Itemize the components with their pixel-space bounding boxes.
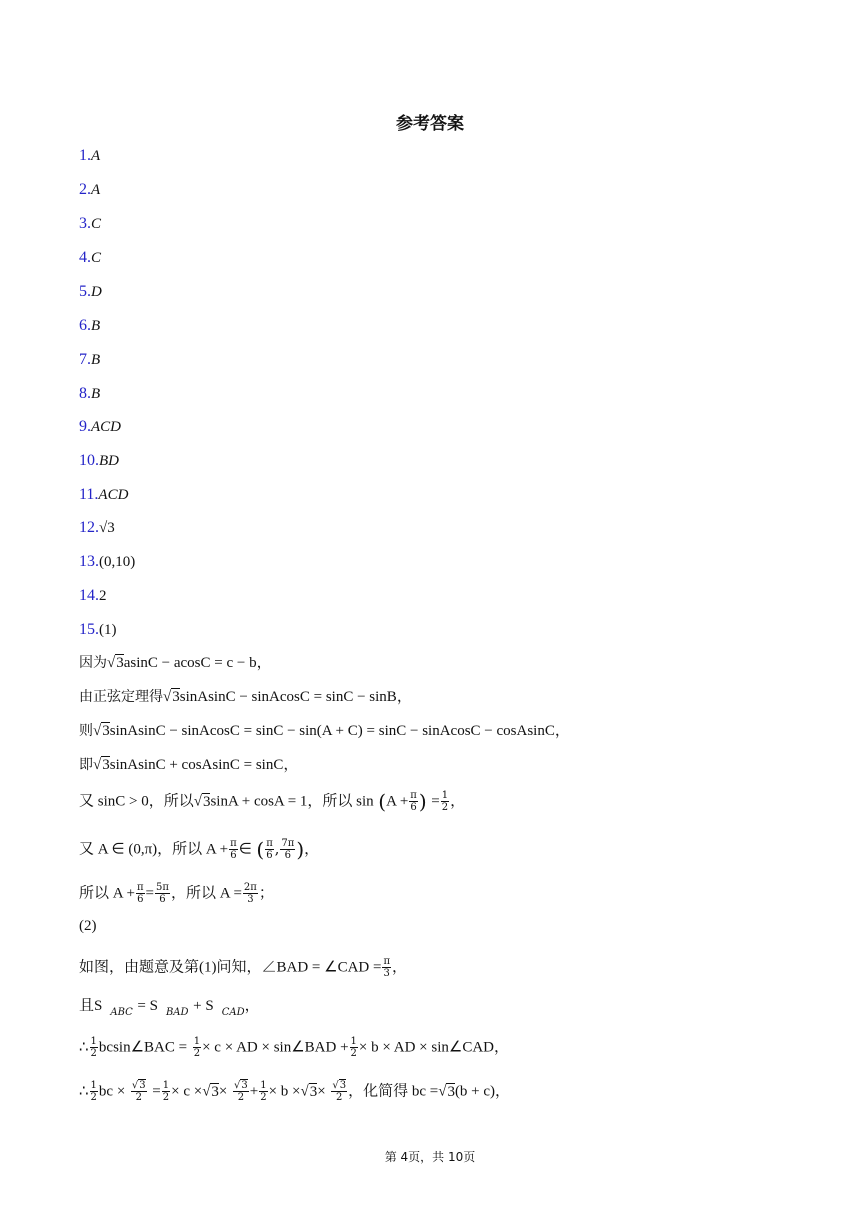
equals-sign: = (431, 793, 440, 810)
numerator (131, 1080, 147, 1092)
solution-text: 即 (79, 757, 93, 773)
answer-7 (79, 350, 100, 370)
solution-text: 由正弦定理得 (79, 689, 163, 705)
solution-line-3 (79, 721, 570, 741)
solution-formula: × (317, 1083, 326, 1100)
sqrt-radicand: 3 (447, 1083, 455, 1100)
sqrt-expression (202, 1083, 219, 1100)
solution-text: 则 (79, 723, 93, 739)
answer-number: 3. (79, 215, 91, 232)
part-label: (2) (79, 918, 97, 934)
answer-value: 2 (99, 588, 107, 604)
answer-number: 10. (79, 452, 99, 469)
therefore-sign: ∴ (79, 1083, 89, 1100)
answer-value: ACD (98, 487, 129, 503)
solution-formula: sinAsinC + cosAsinC = sinC， (109, 757, 299, 773)
answer-number: 13. (79, 553, 99, 570)
fraction (229, 838, 238, 861)
sqrt-radicand: 3 (102, 757, 110, 773)
numerator: 1 (90, 1080, 97, 1091)
solution-line-4 (79, 755, 298, 775)
page-title: 参考答案 (396, 114, 464, 134)
numerator: π (230, 838, 237, 849)
answer-value: BD (99, 453, 119, 469)
denominator: 6 (230, 850, 237, 861)
answer-value: (1) (99, 622, 117, 638)
fraction (259, 1080, 267, 1103)
denominator: 6 (410, 802, 417, 813)
equals-sign: = (145, 885, 155, 902)
denominator: 2 (237, 1092, 245, 1103)
sqrt-sign: √ (107, 655, 116, 671)
answer-number: 15. (79, 621, 99, 638)
solution-formula: A + (386, 793, 409, 810)
sqrt-expression (107, 654, 124, 671)
numerator (331, 1080, 347, 1092)
sqrt-expression (438, 1083, 455, 1100)
solution-formula: × b × AD × sin∠CAD， (358, 1039, 510, 1056)
numerator: 1 (90, 1036, 97, 1047)
solution-formula: = S (137, 998, 158, 1014)
subscript: CAD (221, 1007, 245, 1018)
fraction (136, 882, 145, 905)
solution-formula: sinAsinC − sinAcosC = sinC − sin(A + C) = sinC − sinAcosC − cosAsinC， (109, 723, 570, 739)
numerator: 1 (441, 790, 449, 801)
equals-sign: = (152, 1083, 161, 1100)
answer-value: ACD (91, 419, 121, 435)
sqrt-sign: √ (202, 1083, 211, 1100)
sqrt-sign: √ (300, 1083, 309, 1100)
answer-value: √3 (99, 520, 115, 536)
fraction (243, 882, 258, 905)
fraction (280, 838, 295, 861)
answer-value: B (91, 352, 101, 368)
solution-line-9 (79, 996, 260, 1023)
numerator: 2π (243, 882, 257, 893)
denominator: 2 (336, 1092, 343, 1103)
denominator: 2 (350, 1048, 357, 1059)
solution-line-8 (79, 956, 407, 979)
denominator: 3 (247, 894, 254, 905)
fraction (155, 882, 170, 905)
solution-formula: 所以 A + (79, 885, 135, 902)
solution-formula: sinA + cosA = 1，所以 sin (210, 793, 374, 810)
numerator: π (383, 956, 391, 967)
fraction (409, 790, 418, 813)
numerator: 7π (281, 838, 295, 849)
sqrt-sign: √ (332, 1080, 339, 1091)
sqrt-radicand: 3 (202, 793, 211, 810)
answer-number: 11. (79, 486, 99, 503)
denominator: 2 (260, 1092, 267, 1103)
element-of-sign: ∈ (238, 841, 252, 858)
sqrt-radicand: 3 (241, 1080, 248, 1091)
numerator: 1 (260, 1080, 267, 1091)
solution-text: 因为 (79, 655, 107, 671)
sqrt-sign: √ (131, 1080, 139, 1091)
sqrt-radicand: 3 (139, 1080, 146, 1091)
answer-value: A (91, 148, 101, 164)
answer-value: D (91, 284, 102, 300)
solution-formula: × (218, 1083, 228, 1100)
answer-number: 9. (79, 418, 91, 435)
solution-formula: bc × (98, 1083, 126, 1100)
answer-3 (79, 214, 101, 234)
subscript: ABC (110, 1007, 133, 1018)
close-paren: ) (418, 789, 427, 814)
denominator: 2 (193, 1048, 201, 1059)
plus-sign: + (249, 1083, 259, 1100)
answer-number: 5. (79, 283, 91, 300)
sqrt-expression (93, 722, 110, 739)
fraction (265, 838, 274, 861)
fraction (90, 1036, 98, 1059)
denominator: 2 (90, 1092, 97, 1103)
solution-text: 又 sinC > 0，所以 (79, 793, 194, 810)
solution-formula: bcsin∠BAC = (98, 1039, 188, 1056)
solution-formula: ，所以 A = (170, 885, 242, 902)
subscript: BAD (165, 1007, 189, 1018)
solution-formula: 又 A ∈ (0,π)，所以 A + (79, 841, 229, 858)
punctuation: ， (244, 998, 260, 1014)
sqrt-expression (194, 793, 211, 810)
solution-line-7 (79, 882, 274, 905)
answer-12 (79, 518, 115, 538)
solution-line-1 (79, 653, 272, 673)
answer-8 (79, 384, 100, 404)
answer-15 (79, 620, 117, 640)
solution-formula: sinAsinC − sinAcosC = sinC − sinB， (179, 689, 412, 705)
denominator: 2 (441, 802, 449, 813)
answer-value: A (91, 182, 101, 198)
fraction (331, 1080, 347, 1103)
sqrt-sign: √ (163, 689, 172, 705)
fraction (233, 1080, 249, 1103)
answer-number: 4. (79, 249, 91, 266)
answer-number: 8. (79, 385, 91, 402)
fraction (193, 1036, 201, 1059)
sqrt-radicand: 3 (102, 723, 110, 739)
therefore-sign: ∴ (79, 1039, 89, 1056)
part-2-label (79, 916, 97, 936)
answer-number: 2. (79, 181, 91, 198)
answer-number: 14. (79, 587, 99, 604)
sqrt-radicand: 3 (339, 1080, 347, 1091)
close-paren: ) (296, 837, 305, 862)
solution-formula: × c × AD × sin∠BAD + (202, 1039, 349, 1056)
answer-value: (0,10) (99, 554, 136, 570)
numerator: 1 (350, 1036, 357, 1047)
sqrt-expression (163, 688, 180, 705)
solution-line-5 (79, 790, 465, 813)
numerator: 5π (156, 882, 169, 893)
answer-value: C (91, 250, 102, 266)
solution-formula: × c × (171, 1083, 203, 1100)
answer-4 (79, 248, 101, 268)
solution-line-6: 又 A ∈ (0,π)，所以 A + $\frac{\pi}{6}$ ∈ ( $\frac{\pi}{6}$ , $\frac{7\pi}{6}$ )， (79, 837, 320, 862)
fraction (350, 1036, 358, 1059)
answer-5 (79, 282, 102, 302)
sqrt-radicand: 3 (172, 689, 180, 705)
punctuation: ， (392, 959, 408, 976)
page-footer: 第 4页，共 10页 (384, 1150, 476, 1164)
sqrt-radicand: 3 (211, 1083, 219, 1100)
punctuation: ； (258, 885, 274, 902)
answer-number: 6. (79, 317, 91, 334)
answer-2 (79, 180, 100, 200)
sqrt-sign: √ (93, 723, 102, 739)
denominator: 2 (90, 1048, 97, 1059)
sqrt-radicand: 3 (116, 655, 124, 671)
sqrt-sign: √ (234, 1080, 241, 1091)
punctuation: ， (450, 793, 466, 810)
solution-formula: × b × (268, 1083, 301, 1100)
answer-number: 7. (79, 351, 91, 368)
denominator: 3 (383, 968, 390, 979)
open-paren: ( (256, 837, 265, 862)
answer-13 (79, 552, 135, 572)
denominator: 2 (162, 1092, 170, 1103)
fraction (382, 956, 391, 979)
numerator: π (410, 790, 417, 801)
sqrt-sign: √ (193, 793, 202, 810)
answer-11 (79, 485, 128, 505)
solution-line-10 (79, 1036, 509, 1059)
punctuation: ， (304, 841, 320, 858)
solution-formula: + S (193, 998, 214, 1014)
sqrt-expression (93, 756, 110, 773)
open-paren: ( (378, 789, 387, 814)
solution-formula: ，化简得 bc = (348, 1083, 439, 1100)
sqrt-sign: √ (438, 1083, 447, 1100)
numerator: π (136, 882, 144, 893)
numerator (233, 1080, 249, 1092)
solution-formula: (b + c)， (454, 1083, 511, 1100)
fraction (131, 1080, 147, 1103)
numerator: 1 (162, 1080, 170, 1091)
answer-6 (79, 316, 100, 336)
answer-value: B (91, 318, 101, 334)
answer-value: B (91, 386, 101, 402)
answer-number: 12. (79, 519, 99, 536)
answer-value: C (91, 216, 102, 232)
numerator: π (266, 838, 273, 849)
denominator: 6 (159, 894, 166, 905)
answer-10 (79, 451, 119, 471)
solution-formula: 如图，由题意及第(1)问知，∠BAD = ∠CAD = (79, 959, 382, 976)
solution-formula: asinC − acosC = c − b， (123, 655, 272, 671)
answer-14 (79, 586, 107, 606)
denominator: 6 (137, 894, 144, 905)
denominator: 2 (135, 1092, 142, 1103)
solution-formula: 且S (79, 998, 103, 1014)
sqrt-radicand: 3 (309, 1083, 318, 1100)
answer-number: 1. (79, 147, 91, 164)
fraction (162, 1080, 170, 1103)
fraction (441, 790, 449, 813)
denominator: 6 (266, 850, 273, 861)
answer-1 (79, 146, 100, 166)
solution-line-2 (79, 687, 412, 707)
fraction (90, 1080, 98, 1103)
answer-9 (79, 417, 121, 437)
numerator: 1 (193, 1036, 201, 1047)
solution-line-11 (79, 1080, 510, 1103)
sqrt-sign: √ (93, 757, 102, 773)
sqrt-expression (301, 1083, 318, 1100)
denominator: 6 (284, 850, 292, 861)
